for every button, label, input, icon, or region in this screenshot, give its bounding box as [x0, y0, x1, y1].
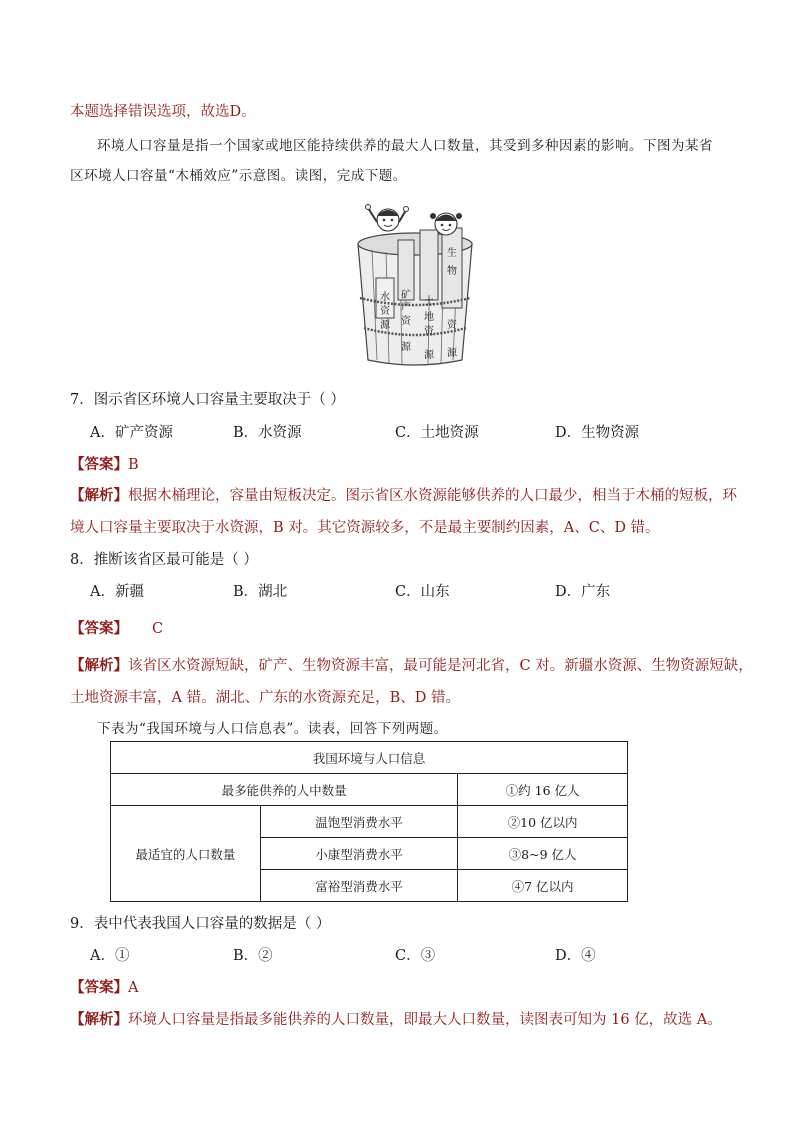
q8-option-a[interactable]: A．新疆 — [90, 584, 144, 600]
table-cell-value: ①约 16 亿人 — [458, 774, 628, 806]
info-table — [110, 741, 628, 902]
q7-option-a[interactable]: A．矿产资源 — [90, 425, 173, 441]
q8-analysis-line-1: 【解析】该省区水资源短缺，矿产、生物资源丰富，最可能是河北省，C 对。新疆水资源、生物资源短缺， — [70, 657, 753, 674]
q8-stem: 8．推断该省区最可能是（ ） — [70, 552, 258, 568]
svg-text:资: 资 — [447, 320, 457, 331]
stave-label-bio: 生 — [447, 248, 457, 259]
stave-label-mineral: 矿 — [401, 290, 411, 301]
q9-option-d[interactable]: D．④ — [555, 948, 596, 964]
intro-line-2: 区环境人口容量“木桶效应”示意图。读图，完成下题。 — [70, 168, 407, 184]
q9-answer — [70, 976, 138, 997]
svg-text:产: 产 — [401, 302, 411, 313]
stave-label-land: 土 — [424, 296, 434, 307]
table-cell-label: 小康型消费水平 — [260, 838, 457, 870]
q7-answer — [70, 453, 139, 474]
q8-answer-tag: 【答案】 — [70, 620, 128, 637]
q9-option-b[interactable]: B．② — [233, 948, 273, 964]
table-row — [111, 806, 628, 838]
table-cell-label: 富裕型消费水平 — [260, 870, 457, 902]
svg-text:源: 源 — [401, 342, 411, 353]
q8-option-c[interactable]: C．山东 — [395, 584, 450, 600]
q9-option-c[interactable]: C．③ — [395, 948, 436, 964]
q7-option-b[interactable]: B．水资源 — [233, 425, 302, 441]
q8-answer-value: C — [152, 621, 164, 637]
boy-figure — [366, 205, 409, 232]
q7-answer-value: B — [128, 457, 139, 473]
table-title: 我国环境与人口信息 — [111, 742, 628, 774]
previous-conclusion: 本题选择错误选项，故选D。 — [70, 104, 256, 120]
stave-label-water: 水 — [380, 292, 390, 303]
bucket-figure — [350, 200, 480, 370]
table-cell-value: ③8~9 亿人 — [458, 838, 628, 870]
svg-text:资: 资 — [401, 316, 411, 327]
svg-text:资: 资 — [380, 306, 390, 317]
q7-analysis-tag: 【解析】 — [70, 487, 128, 504]
q8-option-b[interactable]: B．湖北 — [233, 584, 288, 600]
q8-option-d[interactable]: D．广东 — [555, 584, 611, 600]
q9-answer-tag: 【答案】 — [70, 979, 128, 996]
q7-answer-tag: 【答案】 — [70, 456, 128, 473]
q9-analysis-line-1: 【解析】环境人口容量是指最多能供养的人口数量，即最大人口数量，读图表可知为 16 亿，故选 A。 — [70, 1011, 722, 1028]
q9-analysis-tag: 【解析】 — [70, 1011, 128, 1028]
intro-line-1: 环境人口容量是指一个国家或地区能持续供养的最大人口数量，其受到多种因素的影响。下图为某省 — [97, 138, 713, 154]
table-cell-value: ②10 亿以内 — [458, 806, 628, 838]
table-cell-label: 最多能供养的人中数量 — [111, 774, 458, 806]
table-cell-label: 温饱型消费水平 — [260, 806, 457, 838]
q7-analysis-line-2: 境人口容量主要取决于水资源，B 对。其它资源较多，不是最主要制约因素，A、C、D 错。 — [70, 520, 660, 536]
table-group-label: 最适宜的人口数量 — [111, 806, 261, 902]
q7-analysis-line-1: 【解析】根据木桶理论，容量由短板决定。图示省区水资源能够供养的人口最少，相当于木桶的短板，环 — [70, 487, 737, 504]
q9-option-a[interactable]: A．① — [90, 948, 130, 964]
q8-answer — [70, 617, 163, 638]
table-cell-value: ④7 亿以内 — [458, 870, 628, 902]
q8-analysis-tag: 【解析】 — [70, 657, 128, 674]
svg-text:物: 物 — [447, 266, 457, 277]
table-intro: 下表为“我国环境与人口信息表”。读表，回答下列两题。 — [97, 721, 448, 737]
q7-option-d[interactable]: D．生物资源 — [555, 425, 640, 441]
svg-text:源: 源 — [447, 348, 457, 359]
table-row — [111, 742, 628, 774]
svg-text:地: 地 — [424, 312, 434, 323]
q7-option-c[interactable]: C．土地资源 — [395, 425, 479, 441]
svg-text:资: 资 — [424, 326, 434, 337]
table-row — [111, 774, 628, 806]
q9-answer-value: A — [128, 980, 139, 996]
svg-text:源: 源 — [424, 350, 434, 361]
q8-analysis-line-2: 土地资源丰富，A 错。湖北、广东的水资源充足，B、D 错。 — [70, 690, 460, 706]
q7-stem: 7．图示省区环境人口容量主要取决于（ ） — [70, 392, 345, 408]
q9-stem: 9．表中代表我国人口容量的数据是（ ） — [70, 916, 331, 932]
svg-text:源: 源 — [380, 320, 390, 331]
